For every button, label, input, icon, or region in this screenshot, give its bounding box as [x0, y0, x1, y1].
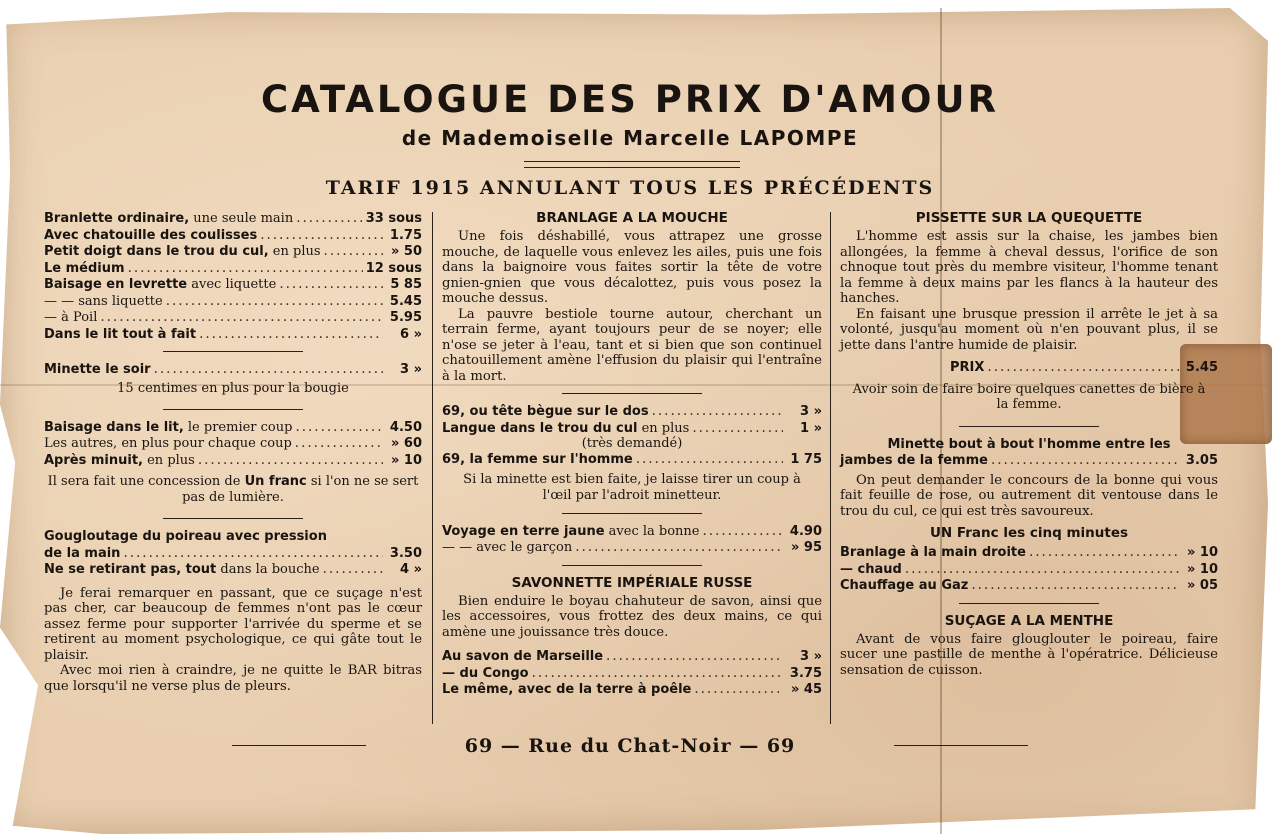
section-heading: PISSETTE SUR LA QUEQUETTE	[915, 210, 1143, 226]
paragraph: L'homme est assis sur la chaise, les jambes bien allongées, la femme à cheval dessus, l'orifice de son chnoque tout près du membre visiteur, l'homme tenant la femme à deux mains par les flancs à la hauteur des hanches.	[840, 229, 1218, 306]
price-row: Chauffage au Gaz ..... » 05	[840, 577, 1218, 594]
divider	[562, 393, 702, 394]
divider	[959, 603, 1099, 604]
price-row: Baisage en levrette avec liquette ..... 5 85	[44, 276, 422, 293]
tres-demande-note: (très demandé)	[581, 436, 683, 451]
price-row: Minette bout à bout l'homme entre les	[887, 436, 1171, 452]
price-row: Branlage à la main droite ..... » 10	[840, 544, 1218, 561]
paragraph: Avant de vous faire glouglouter le poireau, faire sucer une pastille de menthe à l'opératrice. Délicieuse sensation de cuisson.	[840, 631, 1218, 678]
price-row: Les autres, en plus pour chaque coup ..... » 60	[44, 435, 422, 452]
paragraph: Bien enduire le boyau chahuteur de savon, ainsi que les accessoires, vous frottez des deux mains, ce qui amène une jouissance très douce.	[442, 593, 822, 640]
minette-note: Si la minette est bien faite, je laisse tirer un coup à l'œil par l'adroit minetteur.	[463, 471, 801, 503]
price-row: Gougloutage du poireau avec pression	[44, 529, 327, 544]
price-row: Après minuit, en plus ..... » 10	[44, 452, 422, 469]
page-subtitle: de Mademoiselle Marcelle LAPOMPE	[401, 126, 859, 150]
price-row: Le médium ..... 12 sous	[44, 260, 422, 277]
divider	[562, 565, 702, 566]
price-row: Au savon de Marseille ..... 3 »	[442, 648, 822, 665]
divider	[959, 426, 1099, 427]
column-separator	[830, 212, 831, 724]
column-right	[840, 210, 1218, 678]
divider	[163, 351, 303, 352]
paragraph: On peut demander le concours de la bonne qui vous fait feuille de rose, ou autrement dit ventouse dans le trou du cul, ce qui est très savoureux.	[840, 472, 1218, 519]
section-heading: UN Franc les cinq minutes	[929, 525, 1129, 541]
column-separator	[432, 212, 433, 724]
concession-note: Il sera fait une concession de Un franc si l'on ne se sert pas de lumière.	[47, 474, 419, 505]
section-heading: BRANLAGE A LA MOUCHE	[536, 210, 728, 226]
price-row: Dans le lit tout à fait ..... 6 »	[44, 326, 422, 343]
divider	[562, 513, 702, 514]
biere-note: Avoir soin de faire boire quelques canettes de bière à la femme.	[852, 381, 1206, 412]
double-rule	[524, 161, 740, 168]
paragraph: Une fois déshabillé, vous attrapez une grosse mouche, de laquelle vous enlevez les ailes, puis une fois dans la baignoire vous faites sortir la tête de votre gnien-gnien que vous décalottez, puis vous posez la mouche dessus.	[442, 229, 822, 306]
price-row: de la main ..... 3.50	[44, 545, 422, 562]
price-row: — du Congo ..... 3.75	[442, 665, 822, 682]
price-row: Branlette ordinaire, une seule main ..... 33 sous	[44, 210, 422, 227]
price-row: Avec chatouille des coulisses ..... 1.75	[44, 227, 422, 244]
divider	[163, 409, 303, 410]
price-row: jambes de la femme ..... 3.05	[840, 452, 1218, 469]
section-heading: SAVONNETTE IMPÉRIALE RUSSE	[511, 574, 753, 591]
price-row: 69, la femme sur l'homme ..... 1 75	[442, 451, 822, 468]
paragraph: Avec moi rien à craindre, je ne quitte le BAR bitras que lorsqu'il ne verse plus de pleurs.	[44, 663, 422, 694]
column-left	[44, 210, 422, 694]
bougie-note: 15 centimes en plus pour la bougie	[117, 380, 349, 396]
price-row: — à Poil ..... 5.95	[44, 309, 422, 326]
paragraph: En faisant une brusque pression il arrête le jet à sa volonté, jusqu'au moment où n'en pouvant plus, il se jette dans l'antre humide de plaisir.	[840, 306, 1218, 353]
paragraph: Je ferai remarquer en passant, que ce suçage n'est pas cher, car beaucoup de femmes n'ont pas le cœur assez ferme pour supporter l'arrivée du sperme et se retirent au moment psychologique, ce qui gâte tout le plaisir.	[44, 585, 422, 663]
price-row: Minette le soir ..... 3 »	[44, 361, 422, 378]
section-heading: SUÇAGE A LA MENTHE	[944, 612, 1114, 629]
price-row: 69, ou tête bègue sur le dos ..... 3 »	[442, 403, 822, 420]
footer-address: 69 — Rue du Chat-Noir — 69	[464, 735, 796, 757]
price-row: — chaud ..... » 10	[840, 561, 1218, 578]
price-row: Le même, avec de la terre à poêle ..... » 45	[442, 681, 822, 698]
price-row: Petit doigt dans le trou du cul, en plus ..... » 50	[44, 243, 422, 260]
price-row: Ne se retirant pas, tout dans la bouche ..... 4 »	[44, 561, 422, 578]
price-row: Voyage en terre jaune avec la bonne ..... 4.90	[442, 523, 822, 540]
price-row: PRIX ..... 5.45	[840, 359, 1218, 376]
price-row: — — sans liquette ..... 5.45	[44, 293, 422, 310]
price-row: Langue dans le trou du cul en plus ..... 1 »	[442, 420, 822, 437]
price-row: — — avec le garçon ..... » 95	[442, 539, 822, 556]
paragraph: La pauvre bestiole tourne autour, cherchant un terrain ferme, ayant toujours peur de se noyer; elle n'ose se jeter à l'eau, tant et si bien que son continuel chatouillement amène l'effusion du plaisir qui l'entraîne à la mort.	[442, 306, 822, 384]
tarif-heading: TARIF 1915 ANNULANT TOUS LES PRÉCÉDENTS	[325, 177, 935, 199]
column-middle	[442, 210, 822, 698]
price-row: Baisage dans le lit, le premier coup ..... 4.50	[44, 419, 422, 436]
divider	[163, 518, 303, 519]
page-title: CATALOGUE DES PRIX D'AMOUR	[261, 78, 999, 121]
